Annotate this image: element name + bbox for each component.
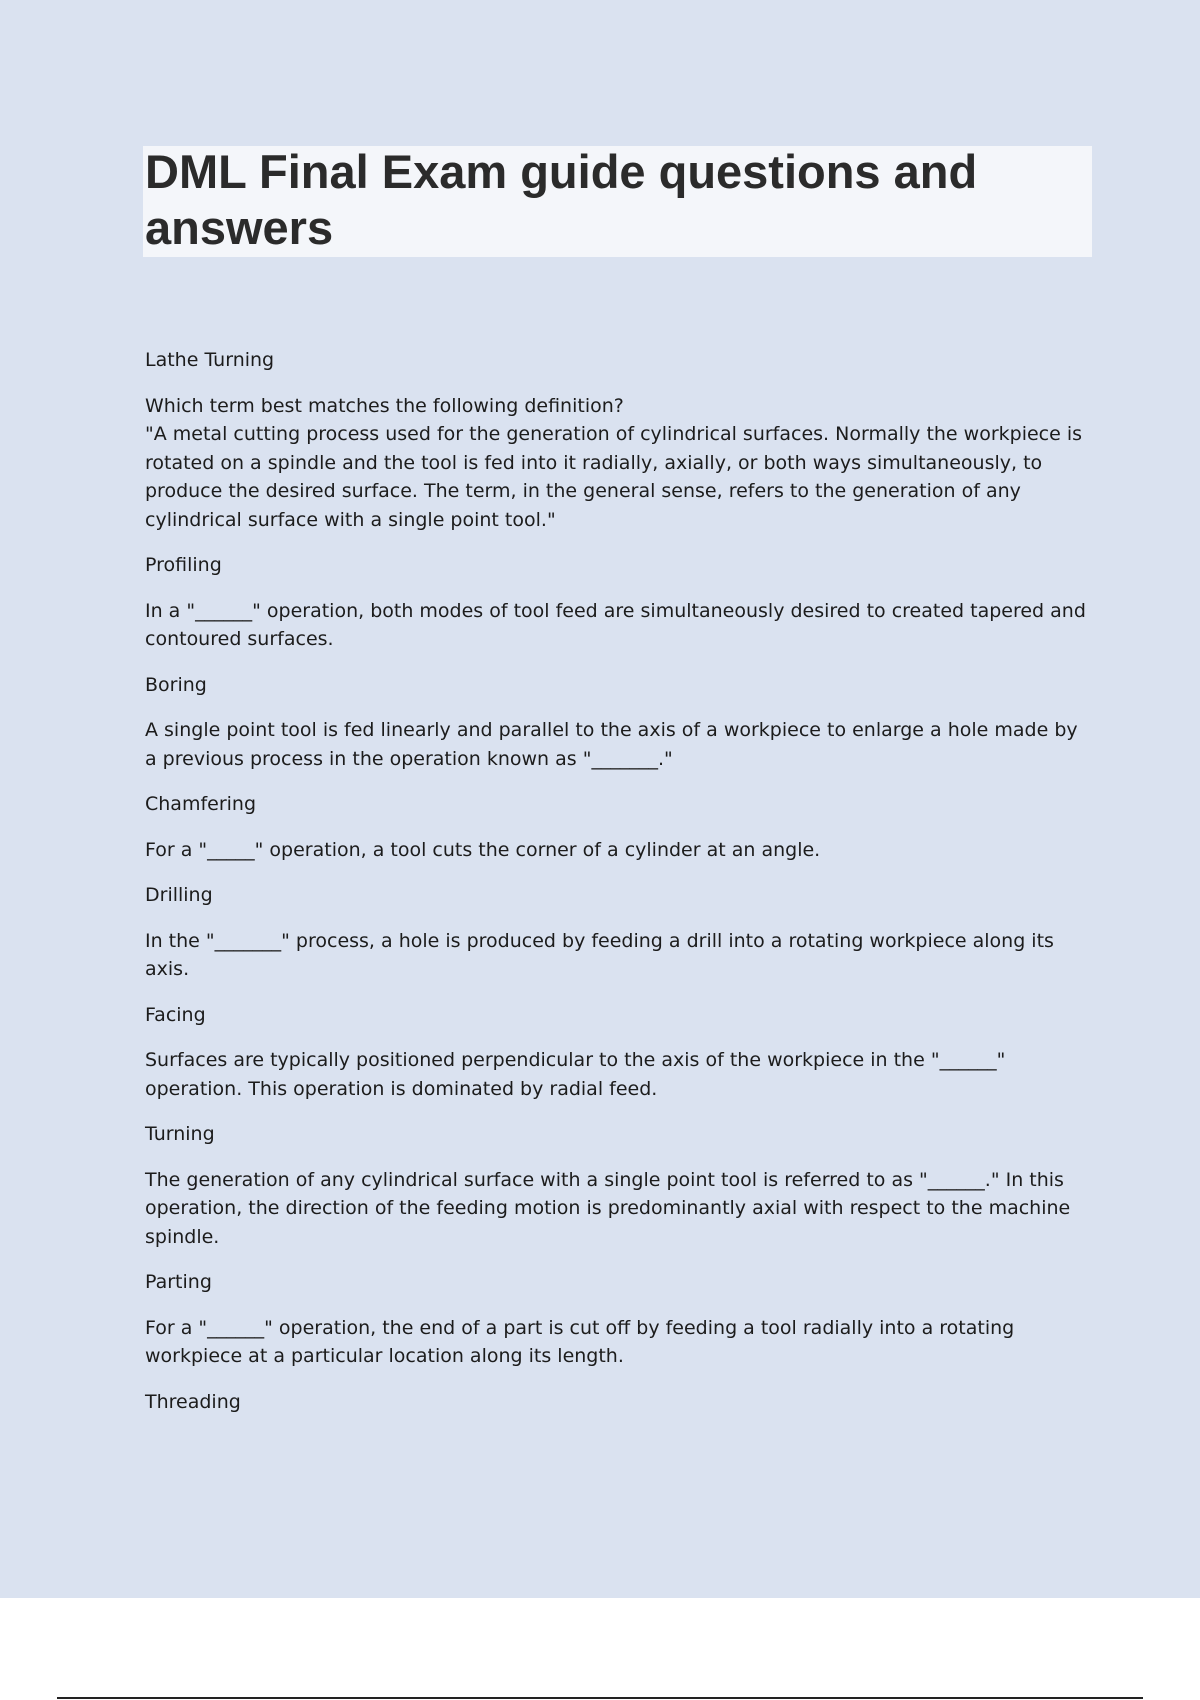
answer-text: Drilling (145, 884, 213, 906)
answer-text: Chamfering (145, 793, 257, 815)
answer-text: Parting (145, 1271, 212, 1293)
page-divider (57, 1697, 1143, 1699)
question-text: For a "______" operation, the end of a part is cut off by feeding a tool radially into a rotating workpiece at a particular location along its length. (145, 1316, 1015, 1367)
question-text: In the "_______" process, a hole is produced by feeding a drill into a rotating workpiece along its axis. (145, 929, 1054, 980)
document-title: DML Final Exam guide questions and answers (145, 145, 978, 254)
question-text: For a "_____" operation, a tool cuts the corner of a cylinder at an angle. (145, 838, 821, 861)
answer-text: Threading (145, 1390, 241, 1413)
section-heading: Lathe Turning (145, 349, 275, 371)
question-text: Surfaces are typically positioned perpendicular to the axis of the workpiece in the "______" operation. This operation is dominated by radial feed. (145, 1049, 1006, 1100)
document-body (145, 346, 1090, 1433)
question-text: In a "______" operation, both modes of tool feed are simultaneously desired to created tapered and contoured surfaces. (145, 599, 1086, 650)
answer-text: Profiling (145, 554, 222, 576)
question-intro: Which term best matches the following definition? (145, 394, 624, 417)
question-text: A single point tool is fed linearly and parallel to the axis of a workpiece to enlarge a hole made by a previous process in the operation known as "_______." (145, 719, 1078, 770)
answer-text: Boring (145, 673, 207, 696)
answer-text: Facing (145, 1003, 206, 1026)
answer-text: Turning (145, 1123, 215, 1145)
definition-text: "A metal cutting process used for the generation of cylindrical surfaces. Normally the workpiece is rotated on a spindle and the tool is fed into it radially, axially, or both ways simultaneously, to produce the desired surface. The term, in the general sense, refers to the generation of any cylindrical surface with a single point tool." (145, 423, 1083, 531)
question-text: The generation of any cylindrical surface with a single point tool is referred to as "______." In this operation, the direction of the feeding motion is predominantly axial with respect to the machine spindle. (145, 1168, 1071, 1248)
